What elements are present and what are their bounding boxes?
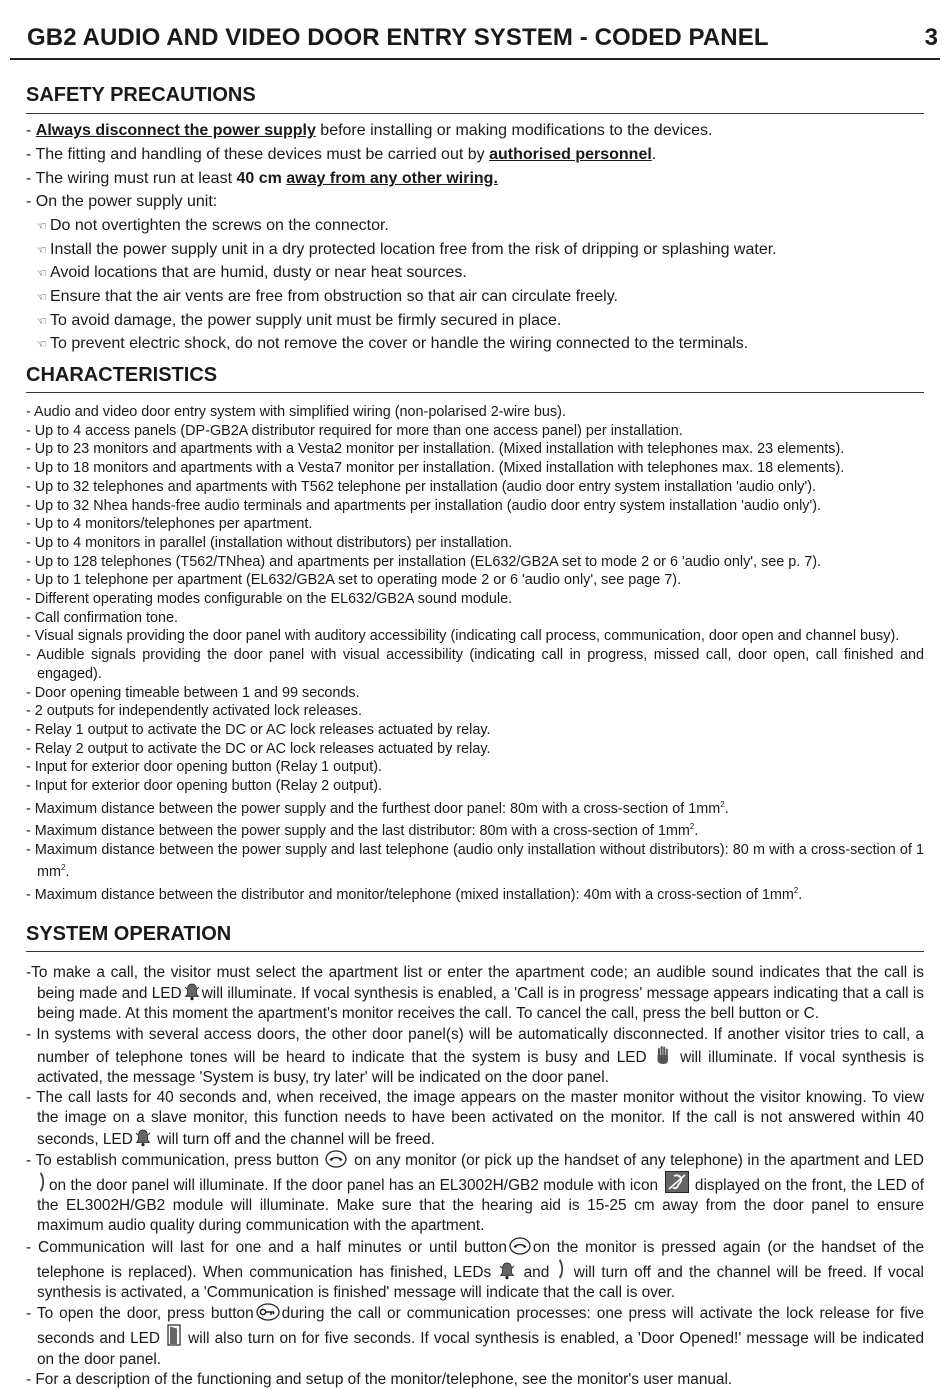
bullet-text: Install the power supply unit in a dry protected location free from the risk of dripping or splashing water.: [50, 241, 777, 258]
paragraph-text: will also turn on for five seconds. If vocal synthesis is enabled, a 'Door Opened!' message will be indicated on the door panel.: [37, 1330, 925, 1368]
list-item: - Up to 1 telephone per apartment (EL632/GB2A set to operating mode 2 or 6 'audio only', see page 7).: [26, 572, 682, 589]
paragraph-text: on the monitor is pressed again (or the handset of the telephone is replaced). When communication has finished, LEDs: [37, 1238, 924, 1281]
safety-bullet: [36, 216, 389, 236]
list-item: - Call confirmation tone.: [26, 609, 178, 626]
safety-line-3: [26, 169, 498, 189]
list-item: - 2 outputs for independently activated lock releases.: [26, 703, 362, 720]
list-item: [26, 841, 924, 882]
paragraph-text: during the call or communication processes: one press will activate the lock release for five seconds and LED: [37, 1305, 925, 1348]
paragraph-text: will turn off and the channel will be freed. If vocal synthesis is activated, a 'Communication is finished' message will indicate that the call is over.: [37, 1263, 924, 1302]
list-item-text: - Maximum distance between the power supply and last telephone (audio only installation without distributors): 80 m with a cross-section of 1 mm: [26, 841, 924, 881]
superscript: 2: [720, 799, 725, 809]
list-item: [26, 882, 924, 905]
wiring-warning: away from any other wiring.: [286, 170, 498, 187]
operation-paragraph: [26, 1303, 924, 1370]
paragraph-text: will illuminate. If vocal synthesis is enabled, a 'Call is in progress' message appears indicating that a call is being made. At this moment the apartment's monitor receives the call. To cancel the call, press the bell button or C.: [37, 985, 925, 1023]
operation-paragraph: [26, 1150, 924, 1237]
operation-paragraph: [26, 963, 924, 1025]
operation-divider: [26, 951, 924, 952]
paragraph-text: and: [523, 1263, 550, 1281]
pointing-hand-icon: ☜: [36, 337, 47, 351]
characteristics-divider: [26, 392, 924, 393]
distance-value: 40 cm: [236, 170, 282, 187]
operation-paragraph: [26, 1025, 924, 1089]
bell-led-icon: [135, 1129, 151, 1147]
pointing-hand-icon: ☜: [36, 219, 47, 233]
operation-paragraph: - For a description of the functioning and setup of the monitor/telephone, see the monitor's user manual.: [26, 1370, 733, 1388]
list-item-text: - Maximum distance between the distributor and monitor/telephone (mixed installation): 40m with a cross-section of 1mm: [26, 886, 794, 903]
pointing-hand-icon: ☜: [36, 266, 47, 280]
communication-led-icon: [558, 1258, 566, 1280]
operation-paragraph: [26, 1088, 924, 1150]
bell-led-icon: [184, 983, 200, 1001]
operation-heading: SYSTEM OPERATION: [26, 923, 232, 945]
safety-line-2: [26, 145, 656, 165]
list-item: - Relay 2 output to activate the DC or AC lock releases actuated by relay.: [26, 740, 491, 757]
paragraph-text: on any monitor (or pick up the handset of any telephone) in the apartment and LED: [354, 1151, 925, 1169]
page-number: 3: [924, 24, 938, 51]
list-item: - Up to 32 telephones and apartments with T562 telephone per installation (audio door entry system installation 'audio only').: [26, 478, 816, 495]
page-title: GB2 AUDIO AND VIDEO DOOR ENTRY SYSTEM - CODED PANEL: [27, 24, 769, 51]
paragraph-text: on the door panel will illuminate. If the door panel has an EL3002H/GB2 module with icon: [49, 1177, 659, 1195]
bullet-text: To avoid damage, the power supply unit must be firmly secured in place.: [50, 312, 562, 329]
list-item-text: - Maximum distance between the power supply and the furthest door panel: 80m with a cross-section of 1mm: [26, 800, 721, 817]
characteristics-list: [26, 403, 924, 904]
pointing-hand-icon: ☜: [36, 290, 47, 304]
safety-bullet: [36, 240, 777, 260]
key-button-icon: [256, 1303, 280, 1321]
authorised-personnel-text: authorised personnel: [489, 146, 652, 163]
safety-line-4: - On the power supply unit:: [26, 193, 218, 210]
list-item: - Up to 128 telephones (T562/TNhea) and apartments per installation (EL632/GB2A set to mode 2 or 6 'audio only', see p. 7).: [26, 553, 822, 570]
list-item: - Audio and video door entry system with simplified wiring (non-polarised 2-wire bus).: [26, 404, 566, 420]
superscript: 2: [60, 863, 66, 873]
safety-bullet: [36, 287, 618, 307]
bell-led-icon: [499, 1262, 515, 1280]
paragraph-text: - To establish communication, press button: [26, 1151, 319, 1169]
safety-line-1-text: before installing or making modifications to the devices.: [315, 122, 713, 139]
pointing-hand-icon: ☜: [36, 314, 47, 328]
list-item-end: .: [65, 864, 70, 881]
list-item: - Audible signals providing the door panel with visual accessibility (indicating call in progress, missed call, door open, call finished and engaged).: [26, 647, 924, 682]
operation-paragraph: [26, 1237, 924, 1304]
bullet-text: To prevent electric shock, do not remove the cover or handle the wiring connected to the terminals.: [50, 335, 749, 352]
handset-button-icon: [325, 1150, 347, 1168]
safety-line-1: - Always disconnect the power supply before installing or making modifications to the devices.: [26, 122, 713, 139]
safety-divider: [26, 113, 924, 114]
list-item: - Input for exterior door opening button (Relay 1 output).: [26, 759, 382, 776]
paragraph-text: will turn off and the channel will be freed.: [157, 1130, 435, 1148]
safety-bullet: [36, 263, 467, 283]
list-item: - Input for exterior door opening button (Relay 2 output).: [26, 778, 382, 795]
page-header: [10, 22, 940, 60]
paragraph-text: - Communication will last for one and a half minutes or until button: [26, 1238, 507, 1256]
safety-bullet: [36, 311, 561, 331]
safety-warning-bold: Always disconnect the power supply: [35, 122, 316, 139]
list-item-end: .: [724, 800, 729, 817]
list-item: - Up to 4 monitors in parallel (installation without distributors) per installation.: [26, 534, 513, 551]
communication-led-icon: [39, 1171, 47, 1193]
list-item: [26, 818, 924, 841]
paragraph-text: - The call lasts for 40 seconds and, when received, the image appears on the master monitor without the visitor knowing. To view the image on a slave monitor, this function needs to have been activated on the monitor. If the call is not answered within 40 seconds, LED: [26, 1089, 924, 1148]
operation-text: [26, 963, 924, 1390]
list-item: - Up to 23 monitors and apartments with a Vesta2 monitor per installation. (Mixed installation with telephones max. 23 elements).: [26, 441, 845, 458]
safety-line-2-end: .: [651, 146, 657, 163]
bullet-text: Avoid locations that are humid, dusty or near heat sources.: [50, 264, 467, 281]
handset-button-icon: [509, 1237, 531, 1255]
list-item: - Visual signals providing the door panel with auditory accessibility (indicating call process, communication, door open and channel busy).: [26, 628, 900, 645]
door-open-led-icon: [167, 1324, 181, 1346]
safety-heading: SAFETY PRECAUTIONS: [26, 84, 256, 106]
list-item: - Up to 4 access panels (DP-GB2A distributor required for more than one access panel) per installation.: [26, 422, 683, 439]
list-item: - Different operating modes configurable on the EL632/GB2A sound module.: [26, 591, 513, 608]
paragraph-text: - In systems with several access doors, the other door panel(s) will be automatically disconnected. If another visitor tries to call, a number of telephone tones will be heard to indicate that the system is busy and LED: [26, 1025, 924, 1066]
hearing-aid-icon: [665, 1171, 689, 1193]
safety-bullet: [36, 334, 748, 354]
list-item: - Up to 32 Nhea hands-free audio terminals and apartments per installation (audio door entry system installation 'audio only').: [26, 497, 822, 514]
safety-line-3-text: - The wiring must run at least: [26, 170, 237, 187]
list-item: - Relay 1 output to activate the DC or AC lock releases actuated by relay.: [26, 721, 491, 738]
list-item: - Up to 4 monitors/telephones per apartment.: [26, 516, 313, 533]
list-item: - Up to 18 monitors and apartments with a Vesta7 monitor per installation. (Mixed installation with telephones max. 18 elements).: [26, 460, 845, 477]
list-item: [26, 796, 924, 819]
bullet-text: Ensure that the air vents are free from obstruction so that air can circulate freely.: [50, 288, 618, 305]
characteristics-heading: CHARACTERISTICS: [26, 364, 218, 386]
paragraph-text: displayed on the front, the LED of the EL3002H/GB2 module will illuminate. Make sure that the hearing aid is 15-25 cm away from the door panel to ensure maximum audio quality during communication with the apartment.: [37, 1177, 924, 1235]
superscript: 2: [793, 885, 799, 895]
paragraph-text: will illuminate. If vocal synthesis is activated, the message 'System is busy, try later' will be indicated on the door panel.: [37, 1048, 925, 1087]
busy-hand-icon: [655, 1045, 671, 1065]
list-item: - Door opening timeable between 1 and 99 seconds.: [26, 684, 360, 701]
paragraph-text: -To make a call, the visitor must select the apartment list or enter the apartment code; an audible sound indicates that the call is being made and LED: [26, 964, 924, 1003]
safety-line-2-text: - The fitting and handling of these devices must be carried out by: [26, 146, 490, 163]
pointing-hand-icon: ☜: [36, 243, 47, 257]
list-item-end: .: [694, 823, 699, 840]
paragraph-text: - To open the door, press button: [26, 1305, 254, 1323]
list-item-end: .: [798, 886, 803, 903]
list-item-text: - Maximum distance between the power supply and the last distributor: 80m with a cross-section of 1mm: [26, 823, 690, 840]
superscript: 2: [689, 822, 695, 832]
bullet-text: Do not overtighten the screws on the connector.: [50, 217, 389, 234]
